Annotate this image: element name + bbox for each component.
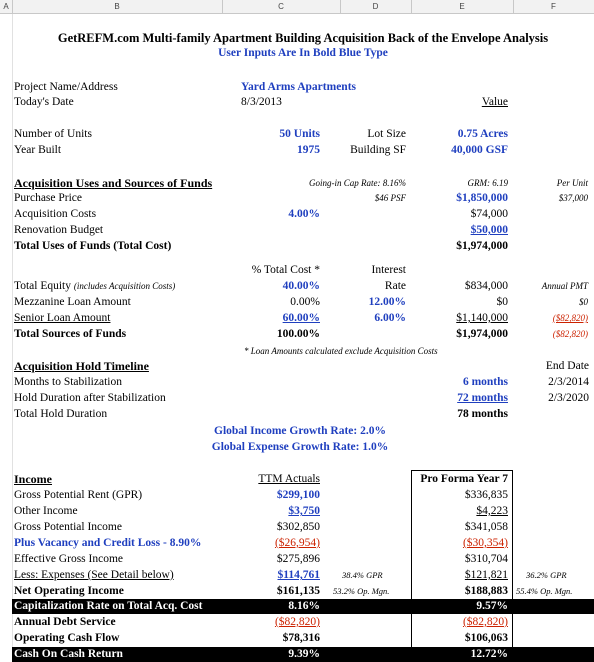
other-income-proforma-value: $4,223 (476, 505, 508, 517)
senior-loan-label: Senior Loan Amount (14, 312, 111, 324)
per-unit-header: Per Unit (556, 178, 588, 188)
going-in-cap-note: Going-in Cap Rate: 8.16% (309, 178, 406, 188)
total-equity-text: Total Equity (14, 280, 72, 292)
debt-service-label: Annual Debt Service (14, 616, 116, 628)
expense-growth-rate-input[interactable]: Global Expense Growth Rate: 1.0% (211, 441, 389, 453)
hold-after-stabilization-label: Hold Duration after Stabilization (14, 392, 166, 404)
debt-service-ttm-value: ($82,820) (274, 616, 320, 628)
pro-forma-box-top (411, 470, 513, 471)
column-c-header[interactable]: C (278, 2, 284, 11)
egi-label: Effective Gross Income (14, 553, 123, 565)
months-to-stabilization-input[interactable]: 6 months (462, 376, 508, 388)
pro-forma-header: Pro Forma Year 7 (420, 473, 508, 485)
column-e-header[interactable]: E (459, 2, 465, 11)
mezzanine-pct-value: 0.00% (290, 296, 320, 308)
total-hold-duration-value: 78 months (457, 408, 508, 420)
acquisition-costs-label: Acquisition Costs (14, 208, 97, 220)
mezzanine-rate-input[interactable]: 12.00% (368, 296, 406, 308)
stabilization-end-date: 2/3/2014 (548, 376, 589, 388)
expenses-ttm-gpr-note: 38.4% GPR (342, 570, 383, 580)
income-header: Income (14, 472, 52, 486)
total-sources-label: Total Sources of Funds (14, 328, 127, 340)
gpi-proforma-value: $341,058 (464, 521, 508, 533)
number-of-units-input[interactable]: 50 Units (279, 128, 320, 140)
income-growth-rate-input[interactable]: Global Income Growth Rate: 2.0% (214, 425, 386, 437)
total-uses-value: $1,974,000 (456, 240, 508, 252)
total-sources-pct: 100.00% (276, 328, 320, 340)
senior-loan-value: $1,140,000 (456, 312, 508, 324)
total-hold-duration-label: Total Hold Duration (14, 408, 108, 420)
grid-line (12, 14, 13, 662)
gpr-proforma-value: $336,835 (464, 489, 508, 501)
hold-timeline-header: Acquisition Hold Timeline (14, 359, 149, 373)
hold-after-stabilization-input[interactable]: 72 months (457, 392, 508, 404)
building-sf-label: Building SF (350, 144, 406, 156)
column-divider (411, 0, 412, 14)
hold-end-date: 2/3/2020 (548, 392, 589, 404)
vacancy-ttm-value: ($26,954) (274, 537, 320, 549)
cap-rate-ttm-value: 8.16% (288, 600, 320, 612)
expenses-proforma-value: $121,821 (464, 569, 508, 581)
renovation-budget-label: Renovation Budget (14, 224, 104, 236)
total-uses-label: Total Uses of Funds (Total Cost) (14, 240, 172, 252)
operating-cash-flow-proforma-value: $106,063 (464, 632, 508, 644)
sheet-subtitle: User Inputs Are In Bold Blue Type (218, 47, 388, 59)
expenses-label: Less: Expenses (See Detail below) (14, 569, 174, 581)
operating-cash-flow-ttm-value: $78,316 (282, 632, 320, 644)
column-divider (513, 0, 514, 14)
end-date-header: End Date (545, 360, 589, 372)
vacancy-proforma-value: ($30,354) (462, 537, 508, 549)
cash-on-cash-label: Cash On Cash Return (14, 648, 123, 660)
todays-date-value[interactable]: 8/3/2013 (241, 96, 282, 108)
annual-pmt-header: Annual PMT (541, 281, 588, 291)
operating-cash-flow-label: Operating Cash Flow (14, 632, 120, 644)
column-divider (12, 0, 13, 14)
uses-sources-header: Acquisition Uses and Sources of Funds (14, 176, 213, 190)
lot-size-input[interactable]: 0.75 Acres (457, 128, 508, 140)
todays-date-label: Today's Date (14, 96, 74, 108)
cash-on-cash-proforma-value: 12.72% (470, 648, 508, 660)
gpi-label: Gross Potential Income (14, 521, 122, 533)
cash-on-cash-ttm-value: 9.39% (288, 648, 320, 660)
building-sf-input[interactable]: 40,000 GSF (451, 144, 508, 156)
expenses-proforma-gpr-note: 36.2% GPR (526, 570, 567, 580)
column-b-header[interactable]: B (114, 2, 120, 11)
equity-value: $834,000 (464, 280, 508, 292)
grm-note: GRM: 6.19 (467, 178, 508, 188)
senior-pmt-value: ($82,820) (552, 313, 588, 323)
column-divider (340, 0, 341, 14)
total-equity-label (14, 280, 175, 293)
year-built-input[interactable]: 1975 (297, 144, 320, 156)
noi-ttm-value: $161,135 (276, 585, 320, 597)
total-sources-value: $1,974,000 (456, 328, 508, 340)
noi-label: Net Operating Income (14, 585, 124, 597)
months-to-stabilization-label: Months to Stabilization (14, 376, 122, 388)
renovation-budget-input[interactable]: $50,000 (470, 224, 508, 236)
column-divider (222, 0, 223, 14)
number-of-units-label: Number of Units (14, 128, 92, 140)
value-header: Value (481, 96, 508, 108)
sheet-title: GetREFM.com Multi-family Apartment Building Acquisition Back of the Envelope Analysis (57, 31, 549, 45)
price-per-sf-note: $46 PSF (374, 193, 406, 203)
mezzanine-value: $0 (496, 296, 508, 308)
gpr-ttm-input[interactable]: $299,100 (276, 489, 320, 501)
gpr-label: Gross Potential Rent (GPR) (14, 489, 143, 501)
rate-header: Rate (384, 280, 406, 292)
purchase-price-input[interactable]: $1,850,000 (456, 192, 508, 204)
other-income-ttm-input[interactable]: $3,750 (288, 505, 320, 517)
acquisition-costs-pct-input[interactable]: 4.00% (288, 208, 320, 220)
cap-rate-proforma-value: 9.57% (476, 600, 508, 612)
column-f-header[interactable]: F (551, 2, 556, 11)
mezzanine-pmt-value: $0 (579, 297, 588, 307)
lot-size-label: Lot Size (367, 128, 406, 140)
mezzanine-loan-label: Mezzanine Loan Amount (14, 296, 131, 308)
expenses-ttm-input[interactable]: $114,761 (277, 569, 320, 581)
pct-total-cost-header: % Total Cost * (251, 264, 320, 276)
vacancy-label-input[interactable]: Plus Vacancy and Credit Loss - 8.90% (14, 537, 202, 549)
ttm-actuals-header: TTM Actuals (258, 473, 320, 485)
senior-rate-input[interactable]: 6.00% (374, 312, 406, 324)
egi-ttm-value: $275,896 (276, 553, 320, 565)
project-name-input[interactable]: Yard Arms Apartments (241, 81, 356, 93)
purchase-price-label: Purchase Price (14, 192, 83, 204)
total-equity-note: (includes Acquisition Costs) (73, 281, 176, 291)
noi-ttm-margin-note: 53.2% Op. Mgn. (333, 586, 390, 596)
equity-pct-input[interactable]: 40.00% (282, 280, 320, 292)
cap-rate-label: Capitalization Rate on Total Acq. Cost (14, 600, 203, 612)
loan-footnote: * Loan Amounts calculated exclude Acquisition Costs (244, 346, 438, 356)
other-income-label: Other Income (14, 505, 78, 517)
noi-proforma-margin-note: 55.4% Op. Mgn. (516, 586, 573, 596)
egi-proforma-value: $310,704 (464, 553, 508, 565)
column-d-header[interactable]: D (372, 2, 379, 11)
project-name-label: Project Name/Address (14, 81, 118, 93)
column-header-row (0, 0, 594, 14)
acquisition-costs-value: $74,000 (470, 208, 508, 220)
noi-proforma-value: $188,883 (464, 585, 508, 597)
price-per-unit-value: $37,000 (558, 193, 588, 203)
total-pmt-value: ($82,820) (552, 329, 588, 339)
pro-forma-box-right (512, 470, 513, 648)
debt-service-proforma-value: ($82,820) (462, 616, 508, 628)
interest-header: Interest (371, 264, 406, 276)
gpi-ttm-value: $302,850 (276, 521, 320, 533)
year-built-label: Year Built (14, 144, 62, 156)
senior-pct-input[interactable]: 60.00% (282, 312, 320, 324)
column-a-header[interactable]: A (3, 2, 9, 11)
